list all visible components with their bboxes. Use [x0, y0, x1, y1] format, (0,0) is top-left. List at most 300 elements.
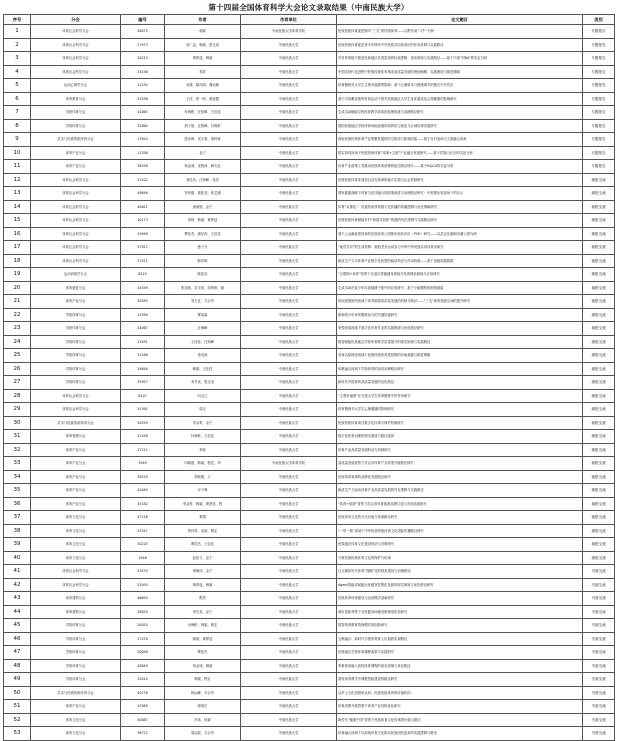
- row-category: 墙报交流: [583, 308, 615, 322]
- row-id: 30213: [121, 52, 165, 66]
- row-authors: 黄璟: [165, 511, 241, 525]
- row-id: 21491: [121, 335, 165, 349]
- row-id: 40776: [121, 686, 165, 700]
- table-row: [4, 52, 615, 66]
- row-authors: 汪海峰: [165, 322, 241, 336]
- row-id: 40849: [121, 659, 165, 673]
- row-id: 32014: [121, 673, 165, 687]
- row-paper-title: 数实协同视角下民族传统体育“赛事+文旅”产业融合发展研究——基于武陵山片区的实证分析: [337, 146, 583, 160]
- row-paper-title: 民族地区学校体育课程改革与实践研究: [337, 646, 583, 660]
- row-unit: 中南民族大学: [241, 308, 337, 322]
- row-paper-title: 从乡土文化到国家认同：民族传统体育的价值转向: [337, 686, 583, 700]
- row-authors: 向迁辽: [165, 389, 241, 403]
- row-branch: 学校体育分会: [31, 673, 121, 687]
- row-category: 墙报交流: [583, 187, 615, 201]
- row-unit: 中南民族大学: [241, 335, 337, 349]
- row-paper-title: Agent智能体赋能全民健身智慧化发展的现实困境与优化路径研究: [337, 578, 583, 592]
- row-id: 11356: [121, 146, 165, 160]
- table-row: [4, 686, 615, 700]
- table-row: [4, 403, 615, 417]
- row-unit: 中南民族大学: [241, 133, 337, 147]
- header-id: 编号: [121, 15, 165, 25]
- row-category: 书面交流: [583, 632, 615, 646]
- row-branch: 学校体育分会: [31, 322, 121, 336]
- row-paper-title: 高校体育教学中课程思政建设的路径研究: [337, 673, 583, 687]
- row-paper-title: 社交媒体时代体育“饭圈”化的现象透视与治理路径: [337, 565, 583, 579]
- row-unit: 中南民族大学: [241, 700, 337, 714]
- row-paper-title: 具身认知理论视域下民族传统体育进校园的价值意蕴与推进策略: [337, 349, 583, 363]
- row-category: 书面交流: [583, 592, 615, 606]
- row-category: 墙报交流: [583, 430, 615, 444]
- row-paper-title: 民族体育赛事的品牌化发展路径研究: [337, 470, 583, 484]
- table-row: [4, 592, 615, 606]
- table-body: [4, 25, 615, 741]
- row-authors: 李莉: [165, 443, 241, 457]
- row-category: 书面交流: [583, 659, 615, 673]
- row-paper-title: 民族传统体育促进青少年铸牢中华民族共同体意识的作用机制与实践路径: [337, 38, 583, 52]
- row-number: 25: [4, 349, 31, 363]
- row-branch: 运动心理学分会: [31, 79, 121, 93]
- results-table: [3, 14, 615, 741]
- row-id: 45182: [121, 497, 165, 511]
- row-id: 57036: [121, 92, 165, 106]
- row-authors: 黄海伟、金宁: [165, 565, 241, 579]
- row-paper-title: 数字化体育治理的现实困境与路径选择: [337, 430, 583, 444]
- table-row: [4, 295, 615, 309]
- row-authors: 李金莺、金宁: [165, 416, 241, 430]
- row-number: 49: [4, 673, 31, 687]
- row-id: 27212: [121, 443, 165, 457]
- row-branch: 体育文化分会: [31, 713, 121, 727]
- row-id: 29846: [121, 362, 165, 376]
- row-branch: 体育社会科学分会: [31, 25, 121, 39]
- table-row: [4, 133, 615, 147]
- row-branch: 学校体育分会: [31, 349, 121, 363]
- row-authors: 付海彬、王佳佳: [165, 430, 241, 444]
- row-number: 20: [4, 281, 31, 295]
- row-id: 31168: [121, 349, 165, 363]
- row-paper-title: 西南民族传统体育产业集聚发展的时空格局与影响因素——基于百村电商与文旅融合视角: [337, 133, 583, 147]
- row-unit: 中南民族大学: [241, 295, 337, 309]
- row-id: 50293: [121, 416, 165, 430]
- table-row: [4, 713, 615, 727]
- row-paper-title: 生成式AI赋能学校体育教学改革的伦理挑战与治理路径研究: [337, 106, 583, 120]
- row-category: 墙报交流: [583, 200, 615, 214]
- row-unit: 中南民族大学: [241, 362, 337, 376]
- row-category: 墙报交流: [583, 281, 615, 295]
- row-branch: 体育文化分会: [31, 538, 121, 552]
- row-paper-title: 家校协同视域下数字化体育作业的实施困境与优化路径研究: [337, 322, 583, 336]
- row-authors: 李熙雅、王: [165, 470, 241, 484]
- row-branch: 体育社会科学分会: [31, 389, 121, 403]
- row-category: 专题报告: [583, 146, 615, 160]
- row-number: 8: [4, 119, 31, 133]
- row-unit: 中南民族大学: [241, 349, 337, 363]
- row-branch: 体育社会科学分会: [31, 241, 121, 255]
- row-branch: 体育产业分会: [31, 497, 121, 511]
- row-number: 32: [4, 443, 31, 457]
- row-authors: 金宁: [165, 146, 241, 160]
- row-authors: 杨运峰、平志华: [165, 686, 241, 700]
- row-unit: 中南民族大学: [241, 187, 337, 201]
- row-unit: 中南民族大学: [241, 106, 337, 120]
- header-authors: 作者: [165, 15, 241, 25]
- row-unit: 中南民族大学: [241, 322, 337, 336]
- row-number: 27: [4, 376, 31, 390]
- table-row: [4, 700, 615, 714]
- row-category: 墙报交流: [583, 241, 615, 255]
- row-unit: 中南民族大学: [241, 214, 337, 228]
- row-unit: 中南民族大学: [241, 430, 337, 444]
- row-unit: 中南民族大学: [241, 578, 337, 592]
- table-row: [4, 106, 615, 120]
- row-unit: 中南民族大学: [241, 389, 337, 403]
- row-category: 墙报交流: [583, 349, 615, 363]
- table-row: [4, 38, 615, 52]
- row-category: 墙报交流: [583, 268, 615, 282]
- row-id: 49646: [121, 187, 165, 201]
- row-number: 22: [4, 308, 31, 322]
- row-paper-title: 民族地区体育文化建设现状与对策研究: [337, 538, 583, 552]
- table-row: [4, 497, 615, 511]
- row-number: 14: [4, 200, 31, 214]
- row-unit: 中南民族大学: [241, 146, 337, 160]
- row-id: 38722: [121, 727, 165, 741]
- row-branch: 体育社会科学分会: [31, 214, 121, 228]
- row-authors: 程君: [165, 592, 241, 606]
- row-number: 31: [4, 430, 31, 444]
- row-paper-title: 基于可穿戴设备的有氧运动干预对民族地区大学生身体素质及心理健康的影响研究: [337, 92, 583, 106]
- row-paper-title: 我国民族地区学校体育场地设施供给的时空演变与区域协调发展研究: [337, 119, 583, 133]
- row-branch: 体育文化分会: [31, 551, 121, 565]
- row-branch: 学校体育分会: [31, 106, 121, 120]
- row-branch: 学校体育分会: [31, 376, 121, 390]
- row-id: 17820: [121, 133, 165, 147]
- row-id: 40621: [121, 200, 165, 214]
- row-category: 墙报交流: [583, 416, 615, 430]
- row-paper-title: 中国式现代化进程中民族传统体育事业高质量发展的理论阐释、实践困境与推进策略: [337, 65, 583, 79]
- row-branch: 体育产业分会: [31, 484, 121, 498]
- row-unit: 中南民族大学: [241, 173, 337, 187]
- table-row: [4, 673, 615, 687]
- row-authors: 李金莺、韩斌、黄梦廷、程: [165, 497, 241, 511]
- row-authors: 黄梦廷、韩斌: [165, 52, 241, 66]
- row-paper-title: 体育消费升级背景下体育产业结构优化研究: [337, 700, 583, 714]
- row-number: 11: [4, 160, 31, 174]
- row-number: 53: [4, 727, 31, 741]
- row-category: 书面交流: [583, 565, 615, 579]
- row-id: 38558: [121, 160, 165, 174]
- row-authors: 覃佳杰、唐忆冉、王佳佳: [165, 227, 241, 241]
- row-branch: 体育产业分会: [31, 160, 121, 174]
- row-paper-title: 民族传统体育赋能乡村“和谐共同体”构建的内在逻辑与实践路径研究: [337, 214, 583, 228]
- row-authors: 王佳佳、汪知峰: [165, 335, 241, 349]
- row-category: 专题报告: [583, 79, 615, 93]
- row-number: 4: [4, 65, 31, 79]
- row-paper-title: 生成式AI在青少年体质健康干预中的应用研究：基于小鼠模型的机制探索: [337, 281, 583, 295]
- row-branch: 武术与民族传统体育分会: [31, 133, 121, 147]
- row-branch: 学校体育分会: [31, 119, 121, 133]
- row-category: 墙报交流: [583, 295, 615, 309]
- row-branch: 学校体育分会: [31, 308, 121, 322]
- row-paper-title: 国家健康战略下体育与医疗融合的政策演进与治理路径研究：中美德比较视角下的启示: [337, 187, 583, 201]
- table-row: [4, 551, 615, 565]
- row-id: 41065: [121, 106, 165, 120]
- row-authors: 付海彬、汪知峰、王佳佳: [165, 106, 241, 120]
- table-row: [4, 565, 615, 579]
- row-id: 27470: [121, 632, 165, 646]
- row-id: 53233: [121, 565, 165, 579]
- table-row: [4, 376, 615, 390]
- row-number: 18: [4, 254, 31, 268]
- row-branch: 体育建筑分会: [31, 592, 121, 606]
- row-number: 12: [4, 173, 31, 187]
- row-id: 1946: [121, 551, 165, 565]
- table-row: [4, 214, 615, 228]
- row-authors: 盛子为: [165, 241, 241, 255]
- row-paper-title: 数智体育教育管理模式的创新研究: [337, 619, 583, 633]
- row-authors: 印晓艳、韩斌、程宏、李: [165, 457, 241, 471]
- table-row: [4, 443, 615, 457]
- row-number: 48: [4, 659, 31, 673]
- table-row: [4, 457, 615, 471]
- row-unit: 中南民族大学: [241, 727, 337, 741]
- row-unit: 中南民族大学: [241, 92, 337, 106]
- header-category: 类别: [583, 15, 615, 25]
- row-category: 墙报交流: [583, 538, 615, 552]
- row-number: 19: [4, 268, 31, 282]
- row-unit: 中南民族大学体育学院: [241, 25, 337, 39]
- row-id: 51391: [121, 403, 165, 417]
- row-number: 33: [4, 457, 31, 471]
- row-authors: 郑祥: [165, 65, 241, 79]
- row-authors: 韩祥明: [165, 254, 241, 268]
- row-number: 6: [4, 92, 31, 106]
- row-branch: 体育建筑分会: [31, 605, 121, 619]
- row-branch: 体育文化分会: [31, 524, 121, 538]
- row-number: 52: [4, 713, 31, 727]
- row-authors: 陈佳宾: [165, 268, 241, 282]
- table-row: [4, 511, 615, 525]
- row-category: 书面交流: [583, 619, 615, 633]
- row-unit: 中南民族大学: [241, 619, 337, 633]
- row-branch: 体育社会科学分会: [31, 227, 121, 241]
- row-unit: 中南民族大学: [241, 659, 337, 673]
- row-paper-title: 体育产业高质量发展的动力机制研究: [337, 443, 583, 457]
- row-branch: 学校体育分会: [31, 362, 121, 376]
- row-category: 书面交流: [583, 713, 615, 727]
- row-id: 47118: [121, 511, 165, 525]
- row-authors: 刘方宜、平志华: [165, 295, 241, 309]
- table-row: [4, 646, 615, 660]
- row-category: 墙报交流: [583, 403, 615, 417]
- row-id: 30225: [121, 538, 165, 552]
- row-id: 32864: [121, 119, 165, 133]
- table-row: [4, 389, 615, 403]
- row-unit: 中南民族大学: [241, 119, 337, 133]
- row-paper-title: “地瓜共识”的生成机制：湘西龙舟运动参与中的中华民族共同体意识研究: [337, 241, 583, 255]
- row-unit: 中南民族大学: [241, 713, 337, 727]
- row-number: 21: [4, 295, 31, 309]
- table-row: [4, 268, 615, 282]
- row-paper-title: 影响青少年体育锻炼参与的关键因素研究: [337, 308, 583, 322]
- row-branch: 体育社会科学分会: [31, 578, 121, 592]
- row-unit: 中南民族大学: [241, 470, 337, 484]
- row-unit: 中南民族大学: [241, 227, 337, 241]
- row-authors: 程润宇: [165, 700, 241, 714]
- row-authors: 覃佳杰: [165, 646, 241, 660]
- table-row: [4, 79, 615, 93]
- row-id: 50087: [121, 713, 165, 727]
- row-branch: 学校体育分会: [31, 632, 121, 646]
- row-unit: 中南民族大学: [241, 605, 337, 619]
- table-row: [4, 241, 615, 255]
- row-id: 53347: [121, 524, 165, 538]
- row-branch: 体育社会科学分会: [31, 38, 121, 52]
- row-authors: 覃佳杰、王佳佳: [165, 538, 241, 552]
- table-row: [4, 92, 615, 106]
- row-id: 28020: [121, 605, 165, 619]
- row-branch: 体育康复分会: [31, 281, 121, 295]
- row-category: 墙报交流: [583, 214, 615, 228]
- row-category: 墙报交流: [583, 457, 615, 471]
- row-category: 墙报交流: [583, 524, 615, 538]
- row-branch: 体育社会科学分会: [31, 187, 121, 201]
- row-unit: 中南民族大学: [241, 416, 337, 430]
- row-unit: 中南民族大学: [241, 79, 337, 93]
- row-number: 15: [4, 214, 31, 228]
- row-number: 39: [4, 538, 31, 552]
- row-paper-title: 民族传统体育项目数字化传承与保护机制研究: [337, 416, 583, 430]
- row-authors: 覃浩森: [165, 308, 241, 322]
- row-authors: 胡子晨、汪知峰、付海彬: [165, 119, 241, 133]
- row-category: 墙报交流: [583, 443, 615, 457]
- row-number: 42: [4, 578, 31, 592]
- row-branch: 学校体育分会: [31, 335, 121, 349]
- row-number: 3: [4, 52, 31, 66]
- row-paper-title: “互联网+体育”背景下自适应智能健身系统开发的理论基础与应用研究: [337, 268, 583, 282]
- row-unit: 中南民族大学: [241, 551, 337, 565]
- header-branch: 分会: [31, 15, 121, 25]
- row-unit: 中南民族大学: [241, 376, 337, 390]
- row-unit: 中南民族大学: [241, 403, 337, 417]
- row-authors: 李宏英、金宁: [165, 605, 241, 619]
- row-number: 40: [4, 551, 31, 565]
- row-number: 43: [4, 592, 31, 606]
- row-category: 墙报交流: [583, 254, 615, 268]
- row-branch: 体育产业分会: [31, 295, 121, 309]
- row-id: 29999: [121, 227, 165, 241]
- row-id: 47085: [121, 700, 165, 714]
- row-paper-title: 数智赋能民族地区学校体育教学质量提升的现实困境与实践路径: [337, 335, 583, 349]
- row-paper-title: 体育产业政策工具推动民族体育消费的组态路径研究——基于fsQCA的实证分析: [337, 160, 583, 174]
- row-id: 57927: [121, 241, 165, 255]
- row-branch: 武术与民族传统体育分会: [31, 686, 121, 700]
- row-id: 11534: [121, 79, 165, 93]
- table-row: [4, 173, 615, 187]
- table-row: [4, 65, 615, 79]
- row-number: 35: [4, 484, 31, 498]
- table-row: [4, 187, 615, 201]
- row-paper-title: “主观幸福感”在完善大学生体育锻炼中的作用研究: [337, 389, 583, 403]
- row-id: 20025: [121, 619, 165, 633]
- row-authors: 张梓祥、宋淇、程宏: [165, 524, 241, 538]
- row-unit: 中南民族大学: [241, 511, 337, 525]
- row-authors: 李宛儒、程佳莹、张艺涵: [165, 187, 241, 201]
- row-authors: 周启政、平志华: [165, 727, 241, 741]
- row-branch: 体育社会科学分会: [31, 52, 121, 66]
- table-row: [4, 659, 615, 673]
- row-unit: 中南民族大学: [241, 65, 337, 79]
- table-row: [4, 578, 615, 592]
- row-number: 28: [4, 389, 31, 403]
- row-category: 墙报交流: [583, 389, 615, 403]
- header-no: 序号: [4, 15, 31, 25]
- row-authors: 刘佳乐、汪知峰、张亮: [165, 173, 241, 187]
- row-branch: 体育文化分会: [31, 727, 121, 741]
- row-number: 50: [4, 686, 31, 700]
- row-paper-title: 民族传统体育非遗项目活态传承的地方实践与社会机制研究: [337, 173, 583, 187]
- row-paper-title: 新质生产力对体育产业数字化转型的驱动效应与作用机理——基于省级面板数据: [337, 254, 583, 268]
- row-number: 44: [4, 605, 31, 619]
- row-category: 墙报交流: [583, 227, 615, 241]
- row-authors: 刘婷、韩斌、黄梦廷: [165, 214, 241, 228]
- row-authors: 杨金城、韩斌: [165, 659, 241, 673]
- row-id: 40173: [121, 214, 165, 228]
- row-category: 墙报交流: [583, 497, 615, 511]
- table-row: [4, 362, 615, 376]
- row-category: 专题报告: [583, 25, 615, 39]
- row-number: 41: [4, 565, 31, 579]
- row-authors: 张尧欢、宋宇欣、周科桥、谢: [165, 281, 241, 295]
- row-category: 墙报交流: [583, 173, 615, 187]
- row-paper-title: “体育+旅游”背景下武汉市体育旅游品牌打造与市场拓展研究: [337, 497, 583, 511]
- table-row: [4, 335, 615, 349]
- row-paper-title: 城市更新背景下全民健身场地设施规划布局研究: [337, 605, 583, 619]
- row-id: 24067: [121, 322, 165, 336]
- row-id: 38470: [121, 470, 165, 484]
- row-unit: 中南民族大学: [241, 443, 337, 457]
- header-paper: 论文题目: [337, 15, 583, 25]
- row-authors: 徐丞涛: [165, 349, 241, 363]
- table-row: [4, 254, 615, 268]
- table-row: [4, 25, 615, 39]
- table-row: [4, 322, 615, 336]
- row-authors: 张亲珍、吴宇秦、周科桥: [165, 133, 241, 147]
- row-id: 46650: [121, 592, 165, 606]
- row-unit: 中南民族大学: [241, 686, 337, 700]
- row-category: 专题报告: [583, 65, 615, 79]
- row-unit: 中南民族大学: [241, 497, 337, 511]
- row-authors: 唐雨婷、金宁: [165, 200, 241, 214]
- row-branch: 体育社会科学分会: [31, 565, 121, 579]
- row-id: 42484: [121, 484, 165, 498]
- row-authors: 付海彬、韩斌、程宏: [165, 619, 241, 633]
- row-branch: 体育文化分会: [31, 511, 121, 525]
- row-paper-title: 军事体育融入高校体育课程的现实困境与优化路径: [337, 659, 583, 673]
- row-category: 墙报交流: [583, 511, 615, 525]
- row-number: 51: [4, 700, 31, 714]
- row-category: 专题报告: [583, 52, 615, 66]
- row-number: 7: [4, 106, 31, 120]
- row-paper-title: 新质生产力驱动体育产业高质量发展的内在逻辑与实践路径: [337, 484, 583, 498]
- row-paper-title: 新时代“健康中国”背景下民族体育文化传承的价值与路径: [337, 713, 583, 727]
- row-unit: 中南民族大学: [241, 281, 337, 295]
- row-unit: 中南民族大学: [241, 52, 337, 66]
- table-row: [4, 430, 615, 444]
- row-number: 30: [4, 416, 31, 430]
- row-unit: 中南民族大学: [241, 160, 337, 174]
